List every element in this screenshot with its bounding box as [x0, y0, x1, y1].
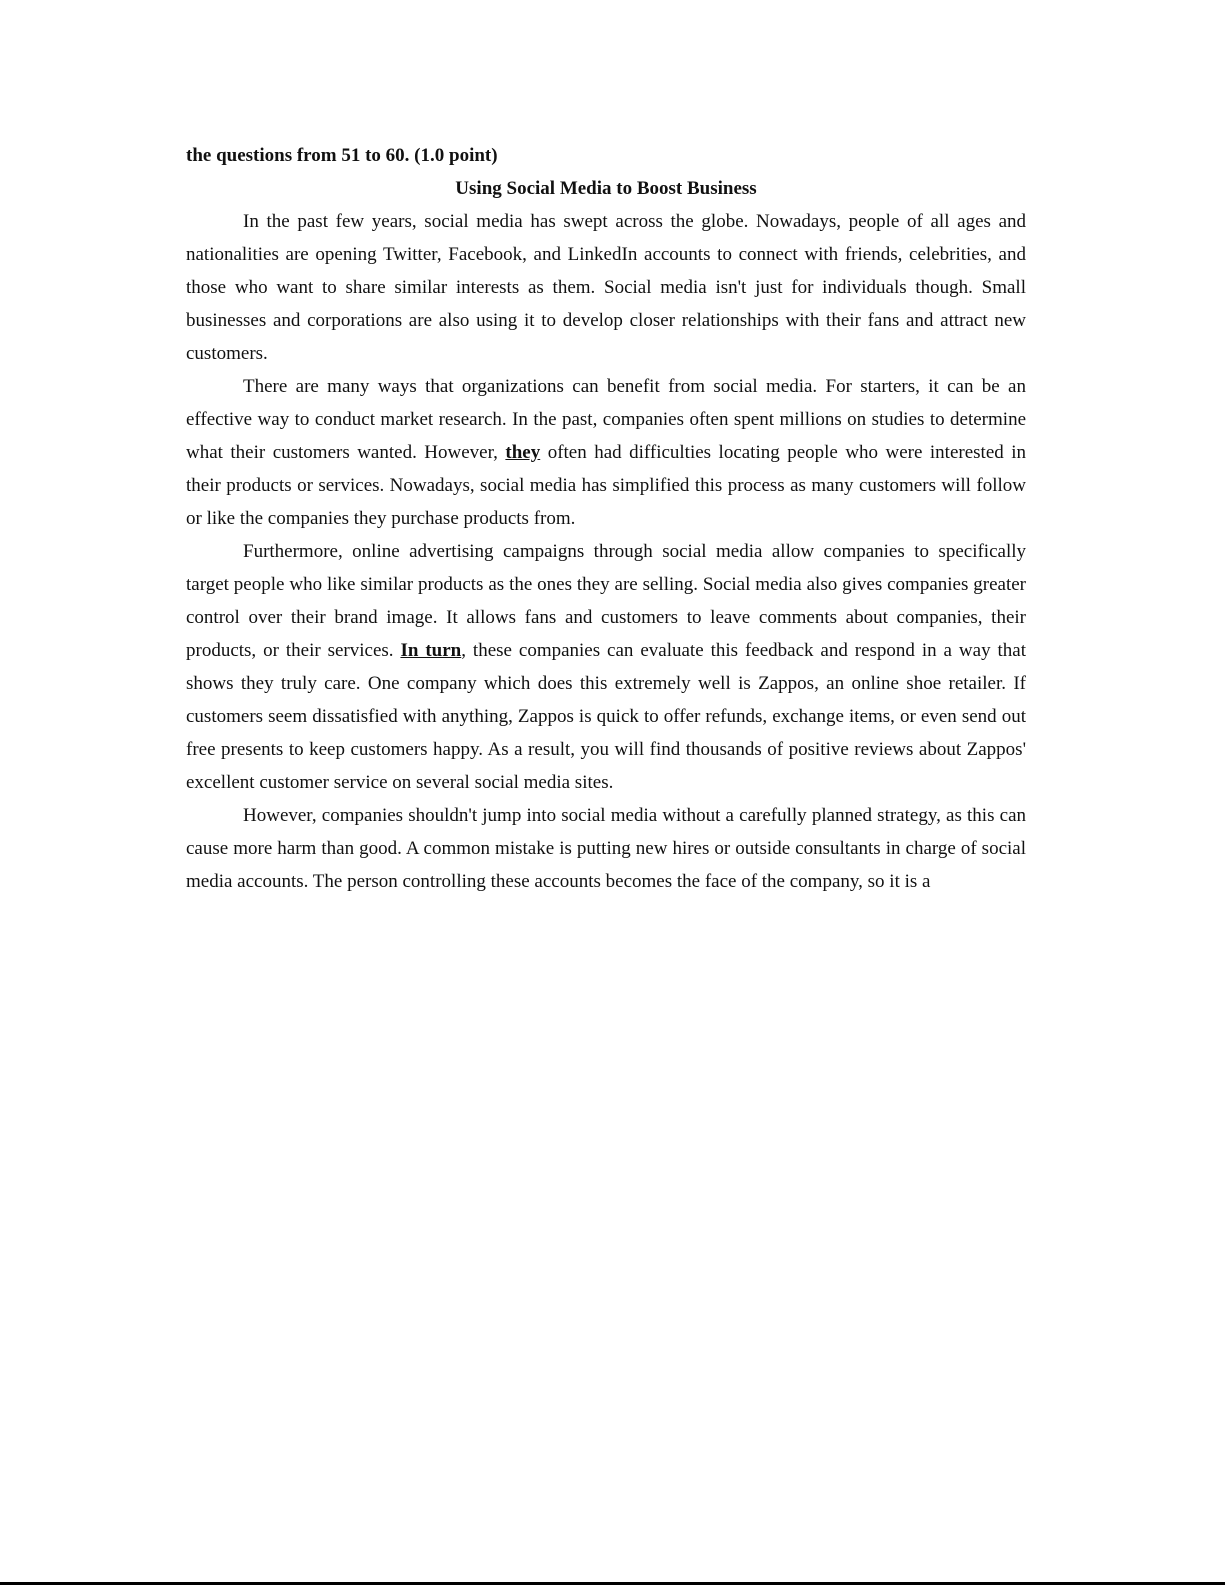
paragraph-3-before: Furthermore, online advertising campaigns through social media allow companies to specifically target people who like similar products as the ones they are selling. Social media also gives companies greater control over their brand image. It allows fans and customers to leave comments about companies, their products, or their services. — [186, 541, 1026, 661]
paragraph-2 — [186, 370, 1026, 535]
paragraph-2-after: often had difficulties locating people who were interested in their products or services. Nowadays, social media has simplified this process as many customers will follow or like the companies they purchase products from. — [186, 442, 1027, 529]
paragraph-3 — [186, 535, 1026, 799]
paragraph-2-before: There are many ways that organizations can benefit from social media. For starters, it can be an effective way to conduct market research. In the past, companies often spent millions on studies to determine what their customers wanted. However, — [186, 376, 1026, 463]
underlined-word-they: they — [505, 442, 541, 463]
document-page — [186, 139, 1026, 898]
paragraph-1: In the past few years, social media has swept across the globe. Nowadays, people of all ages and nationalities are opening Twitter, Facebook, and LinkedIn accounts to connect with friends, celebrities, and those who want to share similar interests as them. Social media isn't just for individuals though. Small businesses and corporations are also using it to develop closer relationships with their fans and attract new customers. — [186, 211, 1026, 364]
paragraph-4: However, companies shouldn't jump into social media without a carefully planned strategy, as this can cause more harm than good. A common mistake is putting new hires or outside consultants in charge of social media accounts. The person controlling these accounts becomes the face of the company, so it is a — [186, 805, 1026, 892]
question-instruction: the questions from 51 to 60. (1.0 point) — [186, 145, 498, 166]
passage-title: Using Social Media to Boost Business — [455, 178, 757, 199]
underlined-phrase-in-turn: In turn — [400, 640, 462, 661]
paragraph-3-after: , these companies can evaluate this feedback and respond in a way that shows they truly care. One company which does this extremely well is Zappos, an online shoe retailer. If customers seem dissatisfied with anything, Zappos is quick to offer refunds, exchange items, or even send out free presents to keep customers happy. As a result, you will find thousands of positive reviews about Zappos' excellent customer service on several social media sites. — [186, 640, 1026, 793]
